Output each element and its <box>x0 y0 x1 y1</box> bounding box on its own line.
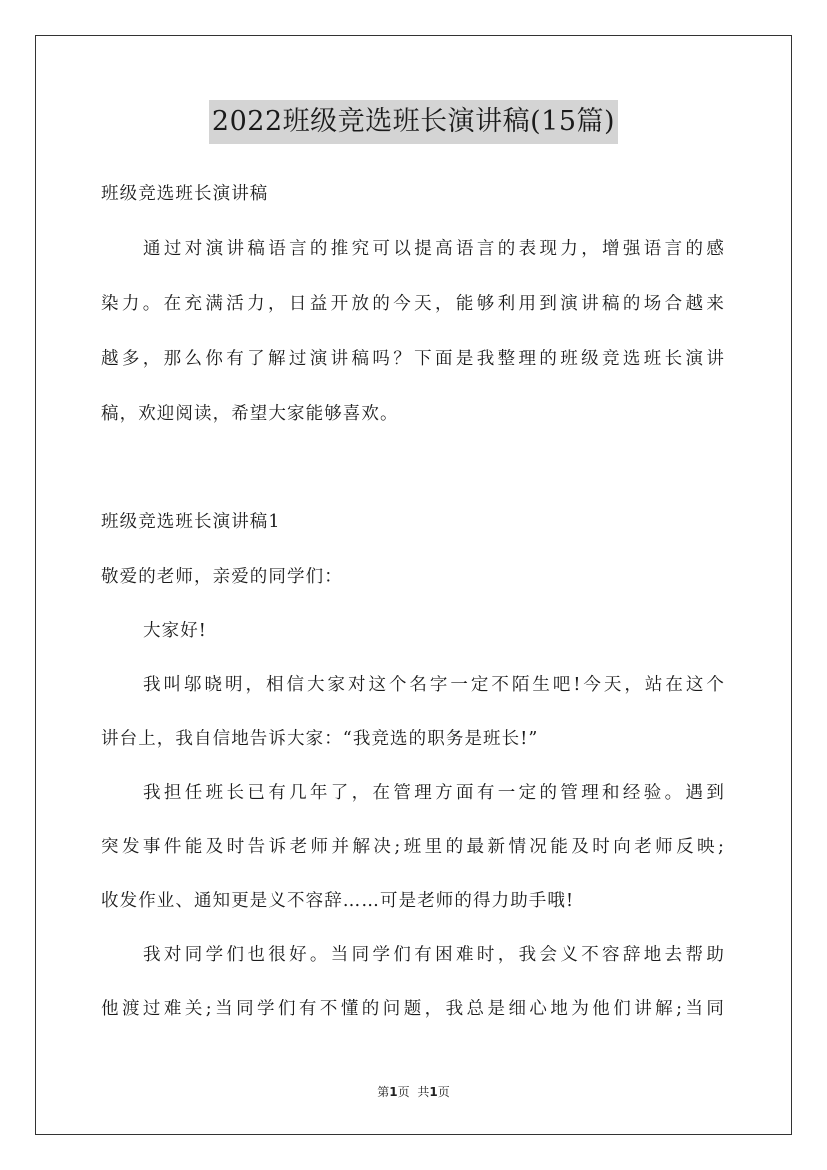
page-unit: 页 <box>397 1085 410 1099</box>
page-prefix: 第 <box>377 1085 390 1099</box>
para3-line-2: 他渡过难关;当同学们有不懂的问题，我总是细心地为他们讲解;当同 <box>101 999 725 1019</box>
page-footer <box>0 1083 827 1100</box>
para1-line-1: 我叫邬晓明，相信大家对这个名字一定不陌生吧!今天，站在这个 <box>143 675 725 695</box>
intro-line-3: 越多，那么你有了解过演讲稿吗？下面是我整理的班级竞选班长演讲 <box>101 349 725 369</box>
total-prefix: 共 <box>417 1085 430 1099</box>
document-title: 2022班级竞选班长演讲稿(15篇) <box>209 100 618 144</box>
total-unit: 页 <box>437 1085 450 1099</box>
section-heading: 班级竞选班长演讲稿1 <box>101 512 281 532</box>
para2-line-1: 我担任班长已有几年了，在管理方面有一定的管理和经验。遇到 <box>143 783 725 803</box>
salutation: 敬爱的老师，亲爱的同学们： <box>101 567 343 587</box>
intro-line-2: 染力。在充满活力，日益开放的今天，能够利用到演讲稿的场合越来 <box>101 294 725 314</box>
page-total: 1 <box>429 1085 438 1099</box>
intro-line-4: 稿，欢迎阅读，希望大家能够喜欢。 <box>101 404 399 424</box>
para3-line-1: 我对同学们也很好。当同学们有困难时，我会义不容辞地去帮助 <box>143 945 725 965</box>
page-current: 1 <box>389 1085 398 1099</box>
para1-line-2: 讲台上，我自信地告诉大家：“我竞选的职务是班长!” <box>101 729 539 749</box>
intro-line-1: 通过对演讲稿语言的推究可以提高语言的表现力，增强语言的感 <box>143 239 725 259</box>
para2-line-3: 收发作业、通知更是义不容辞……可是老师的得力助手哦! <box>101 891 575 911</box>
title-container <box>0 100 827 144</box>
greeting: 大家好! <box>143 621 207 641</box>
subtitle: 班级竞选班长演讲稿 <box>101 184 269 204</box>
para2-line-2: 突发事件能及时告诉老师并解决;班里的最新情况能及时向老师反映; <box>101 837 725 857</box>
